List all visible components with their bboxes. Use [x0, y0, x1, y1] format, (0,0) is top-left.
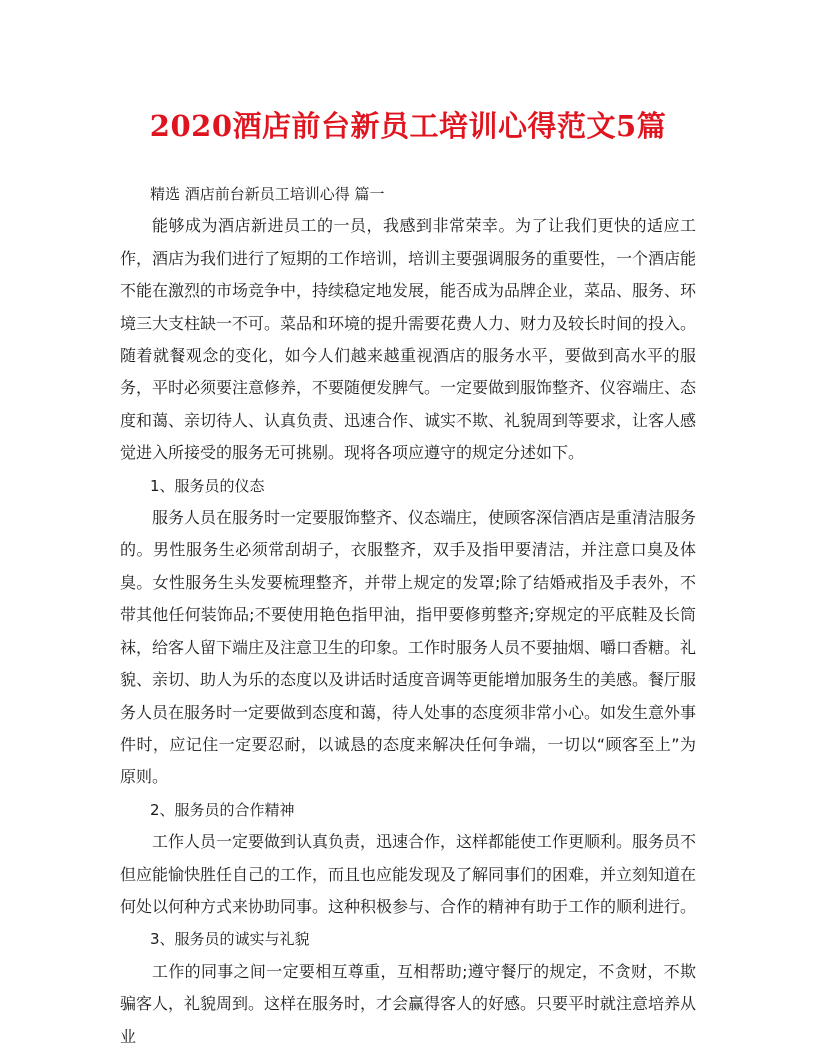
intro-paragraph: 能够成为酒店新进员工的一员，我感到非常荣幸。为了让我们更快的适应工作，酒店为我们进行了短期的工作培训，培训主要强调服务的重要性，一个酒店能不能在激烈的市场竞争中，持续稳定地发展，能否成为品牌企业，菜品、服务、环境三大支柱缺一不可。菜品和环境的提升需要花费人力、财力及较长时间的投入。随着就餐观念的变化，如今人们越来越重视酒店的服务水平，要做到高水平的服务，平时必须要注意修养，不要随便发脾气。一定要做到服饰整齐、仪容端庄、态度和蔼、亲切待人、认真负责、迅速合作、诚实不欺、礼貌周到等要求，让客人感觉进入所接受的服务无可挑剔。现将各项应遵守的规定分述如下。 [120, 216, 697, 463]
demeanor-paragraph: 服务人员在服务时一定要服饰整齐、仪态端庄，使顾客深信酒店是重清洁服务的。男性服务生必须常刮胡子，衣服整齐，双手及指甲要清洁，并注意口臭及体臭。女性服务生头发要梳理整齐，并带上规定的发罩;除了结婚戒指及手表外，不带其他任何装饰品;不要使用艳色指甲油，指甲要修剪整齐;穿规定的平底鞋及长筒袜，给客人留下端庄及注意卫生的印象。工作时服务人员不要抽烟、嚼口香糖。礼貌、亲切、助人为乐的态度以及讲话时适度音调等更能增加服务生的美感。餐厅服务人员在服务时一定要做到态度和蔼，待人处事的态度须非常小心。如发生意外事件时，应记住一定要忍耐，以诚恳的态度来解决任何争端，一切以“顾客至上”为原则。 [120, 508, 697, 787]
subheading-demeanor: 1、服务员的仪态 [150, 476, 265, 495]
honesty-paragraph: 工作的同事之间一定要相互尊重，互相帮助;遵守餐厅的规定，不贪财，不欺骗客人，礼貌周到。这样在服务时，才会赢得客人的好感。只要平时就注意培养从业 [120, 961, 697, 1046]
section-heading: 精选 酒店前台新员工培训心得 篇一 [150, 185, 385, 203]
cooperation-paragraph: 工作人员一定要做到认真负责，迅速合作，这样都能使工作更顺利。服务员不但应能愉快胜任自己的工作，而且也应能发现及了解同事们的困难，并立刻知道在何处以何种方式来协助同事。这种积极参与、合作的精神有助于工作的顺利进行。 [120, 832, 697, 916]
document-title: 2020酒店前台新员工培训心得范文5篇 [149, 109, 667, 143]
subheading-honesty: 3、服务员的诚实与礼貌 [150, 930, 310, 949]
subheading-cooperation: 2、服务员的合作精神 [150, 800, 295, 819]
document-body [120, 178, 696, 1053]
